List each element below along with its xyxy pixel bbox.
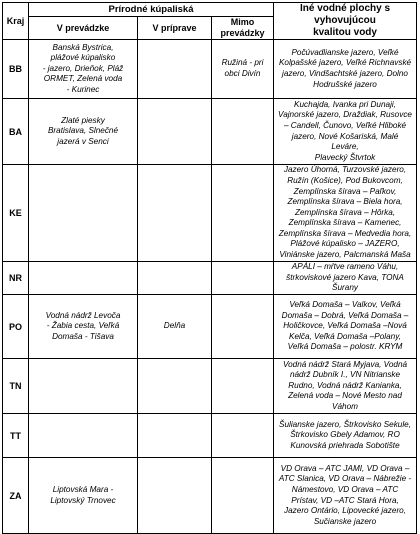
ine-plochy-cell: Veľká Domaša – Valkov, Veľká Domaša – Dobrá, Veľká Domaša – Holičkovce, Veľká Domaša –Nová Kelča, Veľká Domaša –Polany, Veľká Domaša – polostr. KRYM (274, 295, 417, 359)
mimo-prevadzky-cell (212, 262, 274, 295)
v-priprave-cell (138, 458, 212, 534)
v-prevadzke-cell (29, 262, 138, 295)
table-row-po (3, 295, 417, 359)
header-ine-vodne-plochy: Iné vodné plochy s vyhovujúcou kvalitou vody (274, 3, 417, 40)
header-v-priprave: V príprave (138, 17, 212, 40)
v-prevadzke-cell: Liptovská Mara - Liptovský Trnovec (29, 458, 138, 534)
v-prevadzke-cell: Zlaté piesky Bratislava, Slnečné jazerá v Senci (29, 99, 138, 165)
v-prevadzke-cell (29, 414, 138, 458)
ine-plochy-cell: Kuchajda, Ivanka pri Dunaji, Vajnorské jazero, Draždiak, Rusovce – Candell, Čunovo, Veľké Hliboké jazero, Nové Košariská, Malé Leváre, Plavecký Štvrtok (274, 99, 417, 165)
kraj-cell: NR (3, 262, 29, 295)
ine-plochy-cell: Vodná nádrž Stará Myjava, Vodná nádrž Dubník I., VN Nitrianske Rudno, Vodná nádrž Kanianka, Zelená voda – Nové Mesto nad Váhom (274, 359, 417, 414)
kraj-cell: KE (3, 165, 29, 262)
table-row-tn (3, 359, 417, 414)
v-prevadzke-cell: Vodná nádrž Levoča - Žabia cesta, Veľká Domaša - Tišava (29, 295, 138, 359)
v-prevadzke-cell: Banská Bystrica, plážové kúpalisko - jazero, Drieňok, Pláž ORMET, Zelená voda - Kurinec (29, 40, 138, 99)
bathing-sites-table (2, 2, 417, 534)
ine-plochy-cell: Počúvadlianske jazero, Veľké Kolpašské jazero, Veľké Richnavské jazero, Vindšachtské jazero, Dolno Hodrušské jazero (274, 40, 417, 99)
header-kraj: Kraj (3, 3, 29, 40)
table-row-tt (3, 414, 417, 458)
v-priprave-cell: Delňa (138, 295, 212, 359)
mimo-prevadzky-cell (212, 458, 274, 534)
header-row-top (3, 3, 417, 17)
mimo-prevadzky-cell: Ružiná - pri obci Divín (212, 40, 274, 99)
v-priprave-cell (138, 99, 212, 165)
ine-plochy-cell: VD Orava – ATC JAMI, VD Orava – ATC Slanica, VD Orava – Nábrežie - Námestovo, VD Orava – ATC Prístav, VD –ATC Stará Hora, Jazero Ontário, Lipovecké jazero, Sučianske jazero (274, 458, 417, 534)
header-v-prevadzke: V prevádzke (29, 17, 138, 40)
mimo-prevadzky-cell (212, 359, 274, 414)
v-prevadzke-cell (29, 359, 138, 414)
v-priprave-cell (138, 40, 212, 99)
mimo-prevadzky-cell (212, 295, 274, 359)
v-priprave-cell (138, 165, 212, 262)
kraj-cell: PO (3, 295, 29, 359)
ine-plochy-cell: Šulianske jazero, Štrkovisko Sekule, Štrkovisko Gbely Adamov, RO Kunovská priehrada Sobotište (274, 414, 417, 458)
kraj-cell: BA (3, 99, 29, 165)
table-row-nr (3, 262, 417, 295)
v-priprave-cell (138, 414, 212, 458)
v-prevadzke-cell (29, 165, 138, 262)
mimo-prevadzky-cell (212, 99, 274, 165)
table-row-bb (3, 40, 417, 99)
header-prirodne-kupaliska: Prírodné kúpaliská (29, 3, 274, 17)
v-priprave-cell (138, 359, 212, 414)
table-row-ba (3, 99, 417, 165)
mimo-prevadzky-cell (212, 414, 274, 458)
table-row-ke (3, 165, 417, 262)
table-row-za (3, 458, 417, 534)
kraj-cell: TN (3, 359, 29, 414)
kraj-cell: TT (3, 414, 29, 458)
header-mimo-prevadzky: Mimo prevádzky (212, 17, 274, 40)
kraj-cell: BB (3, 40, 29, 99)
ine-plochy-cell: Jazero Úhorná, Turzovské jazero, Ružín (Košice), Pod Bukovcom, Zemplínska šírava – Paľkov, Zemplínska šírava – Biela hora, Zemplínska šírava – Hôrka, Zemplínska šírava – Kamenec, Zemplínska šírava – Medvedia hora, Plážové kúpalisko – JAZERO, Viniánske jazero, Palcmanská Maša (274, 165, 417, 262)
ine-plochy-cell: APÁLI – mŕtve rameno Váhu, štrkoviskové jazero Kava, TONA Šurany (274, 262, 417, 295)
kraj-cell: ZA (3, 458, 29, 534)
v-priprave-cell (138, 262, 212, 295)
mimo-prevadzky-cell (212, 165, 274, 262)
